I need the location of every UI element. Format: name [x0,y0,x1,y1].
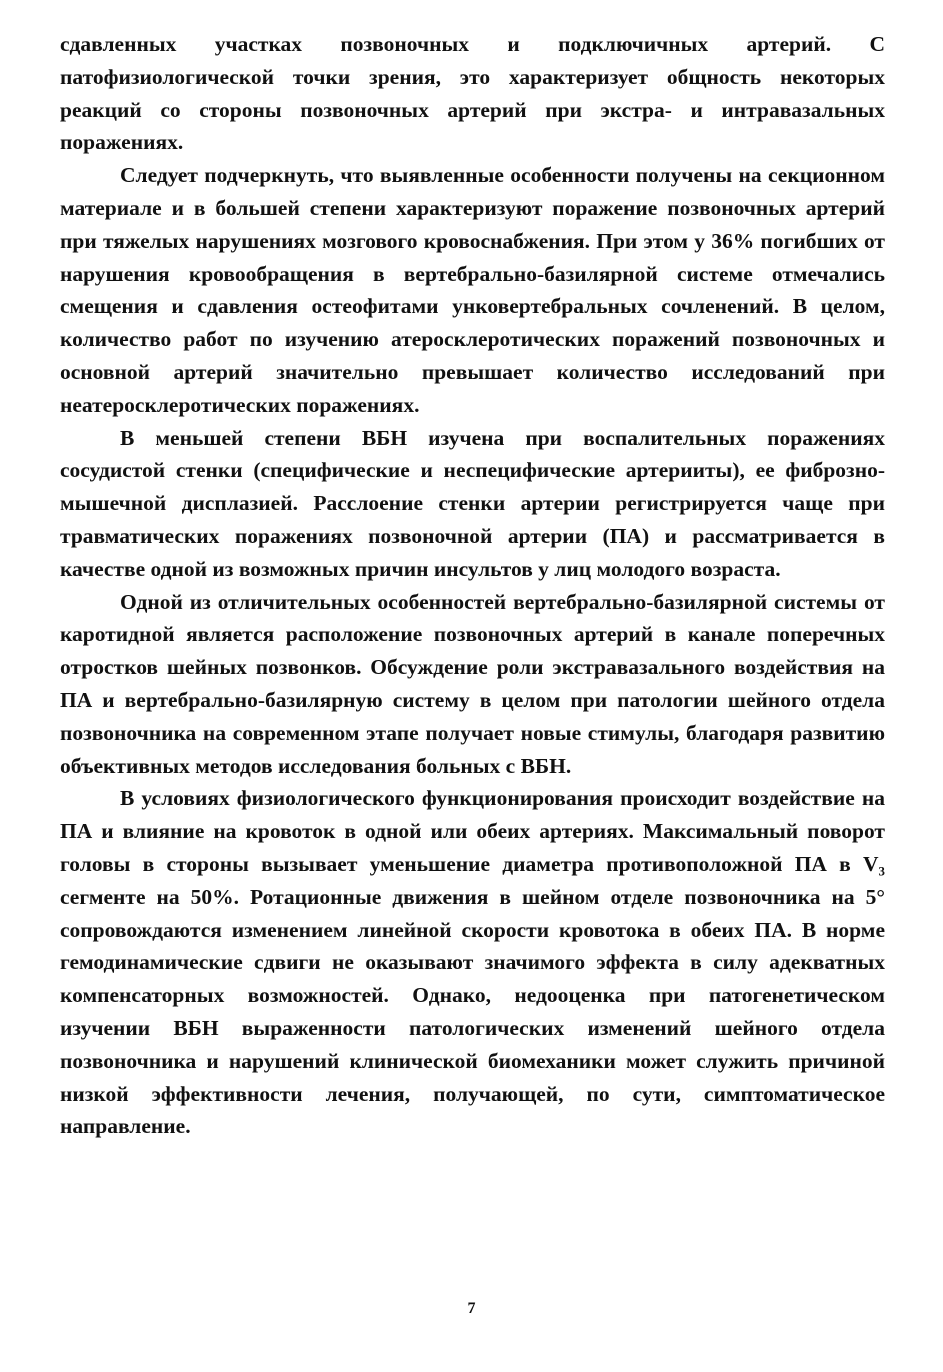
page-number: 7 [467,1300,476,1317]
paragraph-2: Следует подчеркнуть, что выявленные особенности получены на секционном материале и в большей степени характеризуют поражение позвоночных артерий при тяжелых нарушениях мозгового кровоснабжения. При этом у 36% погибших от нарушения кровообращения в вертебрально-базилярной системе отмечались смещения и сдавления остеофитами унковертебральных сочленений. В целом, количество работ по изучению атеросклеротических поражений позвоночных и основной артерий значительно превышает количество исследований при неатеросклеротических поражениях. [60,163,885,417]
body-text [60,28,885,1143]
paragraph-5: В условиях физиологического функционирования происходит воздействие на ПА и влияние на кровоток в одной или обеих артериях. Максимальный поворот головы в стороны вызывает уменьшение диаметра противоположной ПА в V₃ сегменте на 50%. Ротационные движения в шейном отделе позвоночника на 5° сопровождаются изменением линейной скорости кровотока в обеих ПА. В норме гемодинамические сдвиги не оказывают значимого эффекта в силу адекватных компенсаторных возможностей. Однако, недооценка при патогенетическом изучении ВБН выраженности патологических изменений шейного отдела позвоночника и нарушений клинической биомеханики может служить причиной низкой эффективности лечения, получающей, по сути, симптоматическое направление. [60,786,885,1139]
paragraph-4: Одной из отличительных особенностей вертебрально-базилярной системы от каротидной является расположение позвоночных артерий в канале поперечных отростков шейных позвонков. Обсуждение роли экстравазального воздействия на ПА и вертебрально-базилярную систему в целом при патологии шейного отдела позвоночника на современном этапе получает новые стимулы, благодаря развитию объективных методов исследования больных с ВБН. [60,589,885,778]
paragraph-1: сдавленных участках позвоночных и подключичных артерий. С патофизиологической точки зрения, это характеризует общность некоторых реакций со стороны позвоночных артерий при экстра- и интравазальных поражениях. [60,32,885,155]
paragraph-3: В меньшей степени ВБН изучена при воспалительных поражениях сосудистой стенки (специфические и неспецифические артерииты), ее фиброзно-мышечной дисплазией. Расслоение стенки артерии регистрируется чаще при травматических поражениях позвоночной артерии (ПА) и рассматривается в качестве одной из возможных причин инсультов у лиц молодого возраста. [60,425,885,581]
